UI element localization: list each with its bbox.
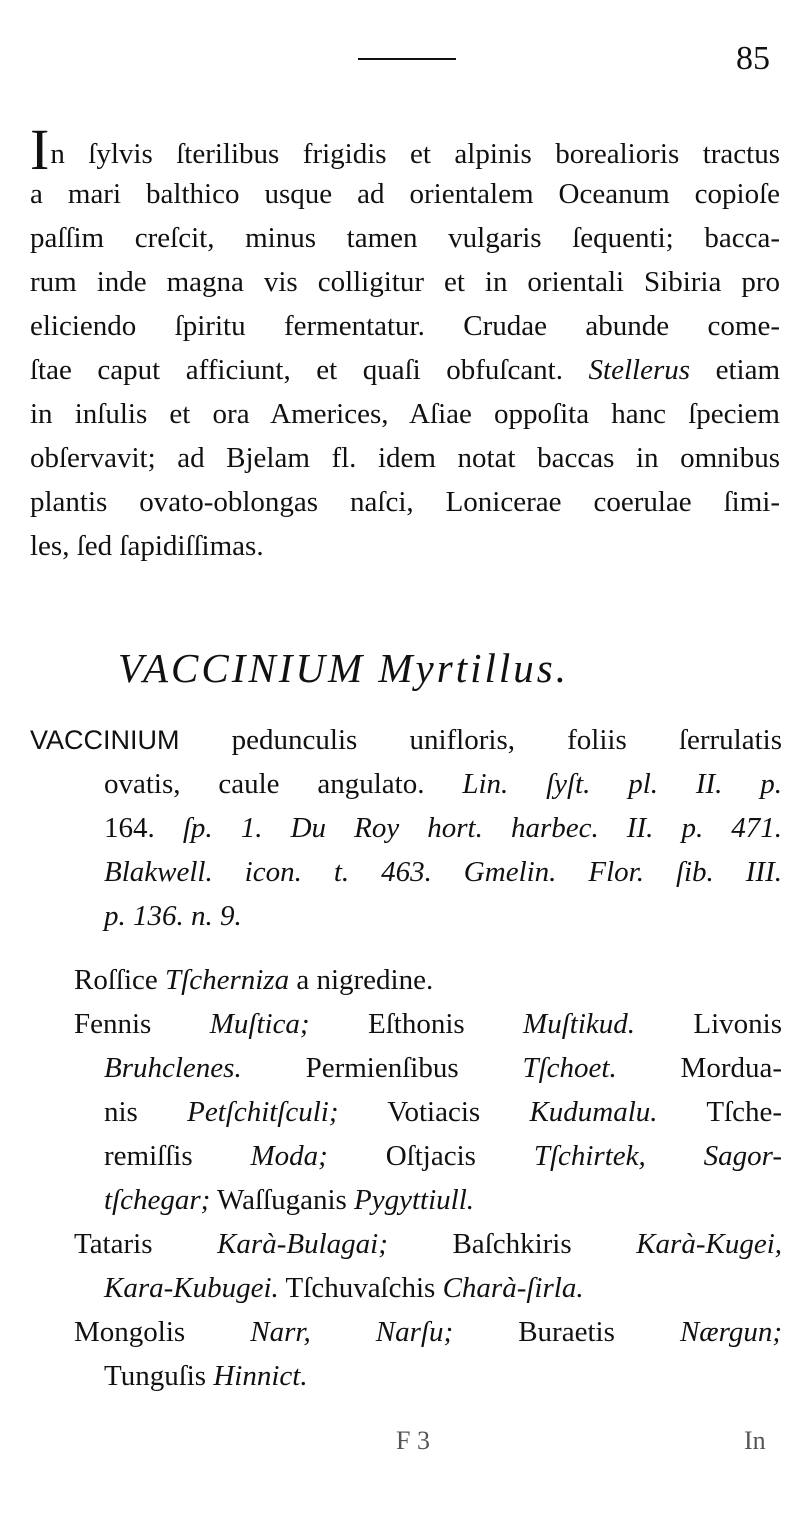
author-name: Stellerus [588,354,691,386]
names-line: remiſſis Moda; Oſtjacis Tſchirtek, Sagor- [104,1140,783,1172]
names-line: Roſſice Tſcherniza a nigredine. [74,964,434,996]
species-description [30,718,782,938]
paragraph-line: rum inde magna vis colligitur et in orientali Sibiria pro [30,266,780,298]
paragraph-line: eliciendo ſpiritu fermentatur. Crudae abunde come- [30,310,780,342]
intro-paragraph [30,117,781,568]
paragraph-line: in inſulis et ora Americes, Aſiae oppoſita hanc ſpeciem [30,398,780,430]
reference: Lin. ſyſt. pl. II. p. [462,768,782,800]
names-line: Bruhclenes. Permienſibus Tſchoet. Mordua- [104,1052,783,1084]
names-line: Tunguſis Hinnict. [104,1360,308,1392]
paragraph-line: ſtae caput afficiunt, et quaſi obfuſcant. Stellerus etiam [30,354,781,386]
description-line: p. 136. n. 9. [104,900,242,932]
vernacular-names [30,958,782,1398]
paragraph-line: plantis ovato-oblongas naſci, Lonicerae coerulae ſimi- [30,486,780,518]
names-line: Mongolis Narr, Narſu; Buraetis Nærgun; [74,1316,783,1348]
description-line: 164. ſp. 1. Du Roy hort. harbec. II. p. 471. [104,812,783,844]
description-line: ovatis, caule angulato. Lin. ſyſt. pl. II. p. [104,768,782,800]
paragraph-line: paſſim creſcit, minus tamen vulgaris ſequenti; bacca- [30,222,780,254]
names-line: Kara-Kubugei. Tſchuvaſchis Charà-ſirla. [104,1272,584,1304]
catchword: In [744,1426,766,1455]
paragraph-line: les, ſed ſapidiſſimas. [30,530,264,562]
species-heading: VACCINIUM Myrtillus. [118,645,569,691]
paragraph-line: In ſylvis ſterilibus frigidis et alpinis borealioris tractus [30,117,780,182]
names-line: Fennis Muſtica; Eſthonis Muſtikud. Livonis [74,1008,783,1040]
page-number: 85 [736,40,770,77]
names-line: Tataris Karà-Bulagai; Baſchkiris Karà-Kugei, [74,1228,783,1260]
names-line: tſchegar; Waſſuganis Pygyttiull. [104,1184,475,1216]
description-line: VACCINIUM pedunculis unifloris, foliis ſerrulatis [30,724,782,756]
description-line: Blakwell. icon. t. 463. Gmelin. Flor. ſib. III. [104,856,782,888]
reference: Du Roy hort. harbec. II. p. 471. [290,812,783,844]
names-line: nis Petſchitſculi; Votiacis Kudumalu. Tſche- [104,1096,782,1128]
genus-name: VACCINIUM [30,725,180,755]
header-rule [358,58,456,60]
initial-letter: I [30,117,50,182]
paragraph-line: obſervavit; ad Bjelam fl. idem notat baccas in omnibus [30,442,780,474]
paragraph-line: a mari balthico usque ad orientalem Oceanum copioſe [30,178,780,210]
signature-mark: F 3 [396,1426,430,1455]
